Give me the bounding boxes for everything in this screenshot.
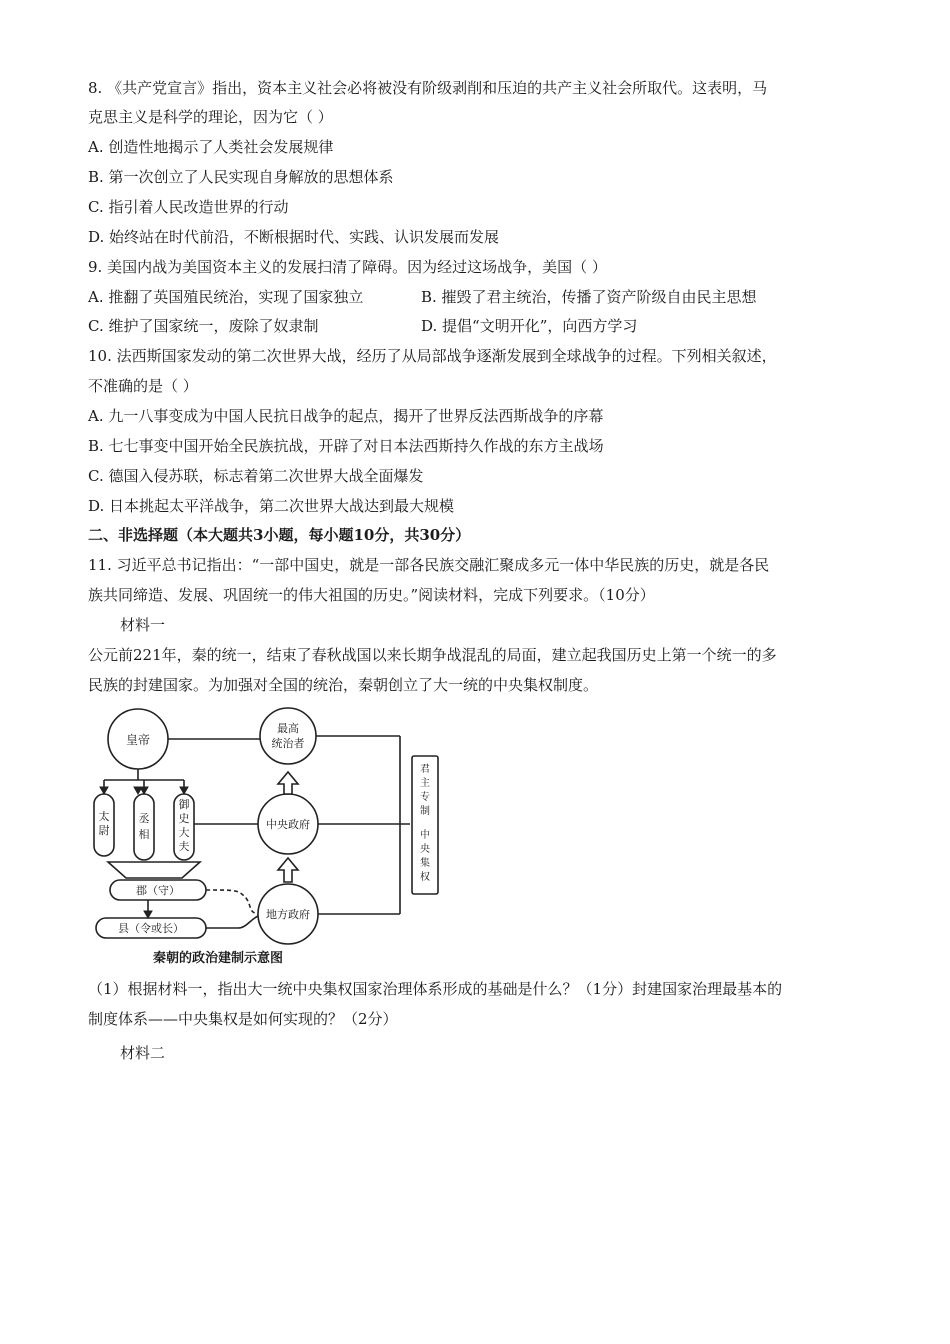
svg-text:君: 君 xyxy=(420,764,430,775)
emperor-label: 皇帝 xyxy=(125,733,151,747)
svg-text:制: 制 xyxy=(420,806,430,817)
q8-option-c: C. 指引着人民改造世界的行动 xyxy=(88,198,289,216)
q8-option-b: B. 第一次创立了人民实现自身解放的思想体系 xyxy=(88,168,394,186)
q9-options-row2 xyxy=(88,316,637,336)
q8-stem-line1: 8. 《共产党宣言》指出，资本主义社会必将被没有阶级剥削和压迫的共产主义社会所取代。这表明，马 xyxy=(88,79,768,97)
q10-stem-line2: 不准确的是（ ） xyxy=(88,377,198,395)
qin-political-diagram xyxy=(88,706,448,968)
q10-stem-line1: 10. 法西斯国家发动的第二次世界大战，经历了从局部战争逐渐发展到全球战争的过程。下列相关叙述， xyxy=(88,347,777,365)
q10-option-c: C. 德国入侵苏联，标志着第二次世界大战全面爆发 xyxy=(88,467,424,485)
central-label: 中央政府 xyxy=(266,818,310,831)
up-arrow-icon xyxy=(278,858,298,882)
up-arrow-icon xyxy=(278,772,298,794)
q10-option-b: B. 七七事变中国开始全民族抗战，开辟了对日本法西斯持久作战的东方主战场 xyxy=(88,437,604,455)
q10-option-a: A. 九一八事变成为中国人民抗日战争的起点，揭开了世界反法西斯战争的序幕 xyxy=(88,407,604,425)
material2-label: 材料二 xyxy=(120,1044,166,1062)
svg-text:最高: 最高 xyxy=(277,722,299,735)
q9-option-d: D. 提倡“文明开化”，向西方学习 xyxy=(421,317,638,335)
svg-text:史: 史 xyxy=(178,812,190,825)
material1-line2: 民族的封建国家。为加强对全国的统治，秦朝创立了大一统的中央集权制度。 xyxy=(88,676,599,694)
svg-text:夫: 夫 xyxy=(178,840,190,853)
svg-text:御: 御 xyxy=(178,798,190,811)
q8-option-d: D. 始终站在时代前沿，不断根据时代、实践、认识发展而发展 xyxy=(88,228,500,246)
material1-line1: 公元前221年，秦的统一，结束了春秋战国以来长期争战混乱的局面，建立起我国历史上第一个统一的多 xyxy=(88,646,777,664)
q11-stem-line2: 族共同缔造、发展、巩固统一的伟大祖国的历史。”阅读材料，完成下列要求。（10分） xyxy=(88,586,655,604)
svg-text:太: 太 xyxy=(98,810,110,823)
chengxiang-box xyxy=(134,794,154,860)
q11-sub1-line1: （1）根据材料一，指出大一统中央集权国家治理体系形成的基础是什么？（1分）封建国家治理最基本的 xyxy=(88,980,783,998)
svg-text:尉: 尉 xyxy=(98,824,110,837)
q8-stem-line2: 克思主义是科学的理论，因为它（ ） xyxy=(88,108,333,126)
q11-stem-line1: 11. 习近平总书记指出：“一部中国史，就是一部各民族交融汇聚成多元一体中华民族的历史，就是各民 xyxy=(88,556,770,574)
svg-text:中: 中 xyxy=(420,830,430,841)
svg-text:集: 集 xyxy=(420,858,430,869)
svg-text:专: 专 xyxy=(420,792,430,803)
svg-text:权: 权 xyxy=(420,872,430,883)
svg-text:大: 大 xyxy=(178,826,190,839)
svg-text:主: 主 xyxy=(420,778,430,789)
svg-text:相: 相 xyxy=(138,828,150,841)
jun-label: 郡（守） xyxy=(136,884,180,897)
q9-stem: 9. 美国内战为美国资本主义的发展扫清了障碍。因为经过这场战争，美国（ ） xyxy=(88,258,607,276)
section-heading: 二、非选择题（本大题共3小题，每小题10分，共30分） xyxy=(88,526,471,544)
q9-option-b: B. 摧毁了君主统治，传播了资产阶级自由民主思想 xyxy=(421,288,757,306)
svg-text:央: 央 xyxy=(420,844,430,855)
q11-sub1-line2: 制度体系——中央集权是如何实现的？（2分） xyxy=(88,1010,398,1028)
supreme-ruler-node xyxy=(260,708,316,764)
svg-text:统治者: 统治者 xyxy=(271,737,305,750)
svg-text:丞: 丞 xyxy=(138,812,150,825)
q10-option-d: D. 日本挑起太平洋战争，第二次世界大战达到最大规模 xyxy=(88,497,455,515)
q9-options-row1 xyxy=(88,287,757,307)
local-label: 地方政府 xyxy=(266,908,310,921)
q9-option-a: A. 推翻了英国殖民统治，实现了国家独立 xyxy=(88,288,364,306)
xian-label: 县（令或长） xyxy=(118,922,184,935)
q9-option-c: C. 维护了国家统一，废除了奴隶制 xyxy=(88,317,319,335)
q8-option-a: A. 创造性地揭示了人类社会发展规律 xyxy=(88,138,334,156)
material1-label: 材料一 xyxy=(120,616,166,634)
diagram-caption: 秦朝的政治建制示意图 xyxy=(152,951,284,966)
